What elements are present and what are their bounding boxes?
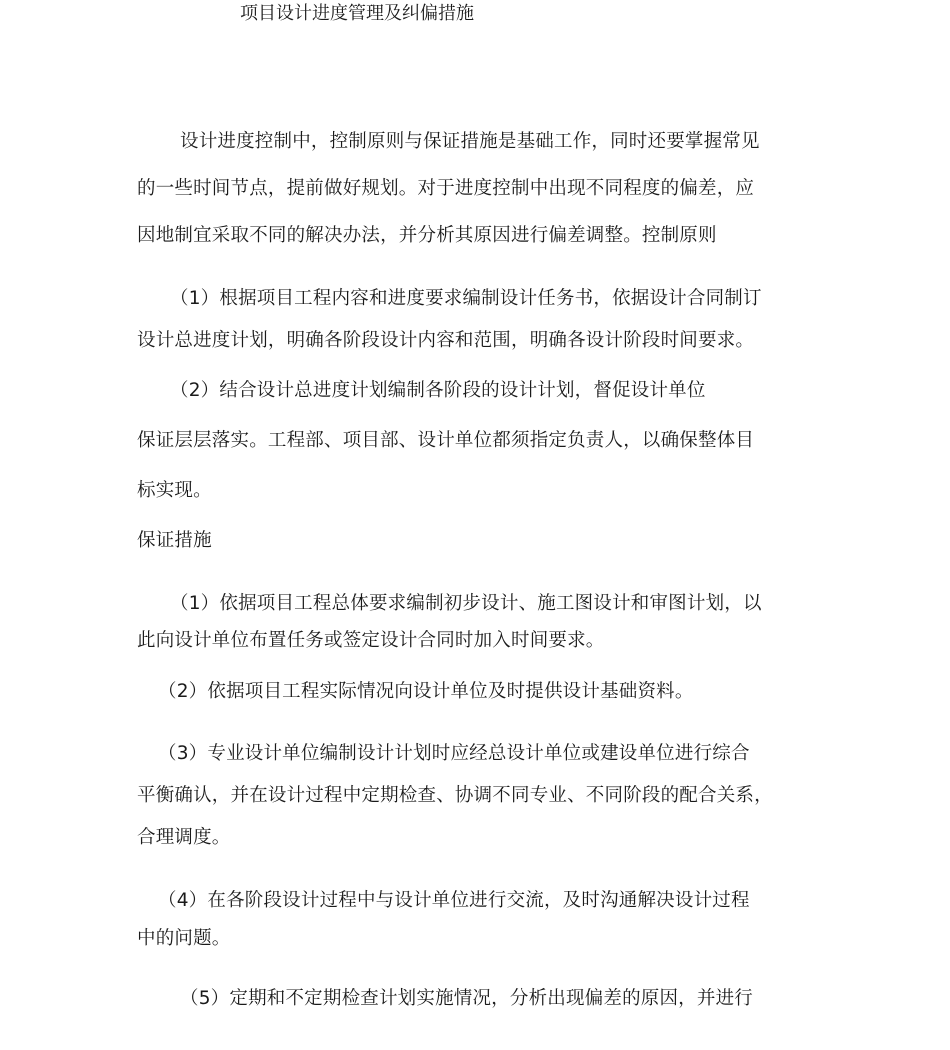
paragraph-line: （2）依据项目工程实际情况向设计单位及时提供设计基础资料。 xyxy=(158,681,694,702)
paragraph-line: 的一些时间节点，提前做好规划。对于进度控制中出现不同程度的偏差，应 xyxy=(137,178,755,199)
paragraph-line: 标实现。 xyxy=(137,480,212,501)
page-title: 项目设计进度管理及纠偏措施 xyxy=(240,3,474,24)
paragraph-line: 设计进度控制中，控制原则与保证措施是基础工作，同时还要掌握常见 xyxy=(180,131,760,152)
paragraph-line: （5）定期和不定期检查计划实施情况，分析出现偏差的原因，并进行 xyxy=(180,988,753,1009)
paragraph-line: 因地制宜采取不同的解决办法，并分析其原因进行偏差调整。控制原则 xyxy=(137,225,717,246)
paragraph-line: 此向设计单位布置任务或签定设计合同时加入时间要求。 xyxy=(137,630,605,651)
paragraph-line: （1）依据项目工程总体要求编制初步设计、施工图设计和审图计划，以 xyxy=(170,593,762,614)
paragraph-line: 设计总进度计划，明确各阶段设计内容和范围，明确各设计阶段时间要求。 xyxy=(137,330,755,351)
paragraph-line: （1）根据项目工程内容和进度要求编制设计任务书，依据设计合同制订 xyxy=(170,288,762,309)
paragraph-line: （3）专业设计单位编制设计计划时应经总设计单位或建设单位进行综合 xyxy=(158,743,750,764)
paragraph-line: 平衡确认，并在设计过程中定期检查、协调不同专业、不同阶段的配合关系， xyxy=(137,785,773,806)
paragraph-line: （2）结合设计总进度计划编制各阶段的设计计划，督促设计单位 xyxy=(170,380,706,401)
paragraph-line: 保证层层落实。工程部、项目部、设计单位都须指定负责人，以确保整体目 xyxy=(137,430,755,451)
section-heading: 保证措施 xyxy=(137,530,212,551)
paragraph-line: 合理调度。 xyxy=(137,827,231,848)
paragraph-line: （4）在各阶段设计过程中与设计单位进行交流，及时沟通解决设计过程 xyxy=(158,890,750,911)
paragraph-line: 中的问题。 xyxy=(137,928,231,949)
